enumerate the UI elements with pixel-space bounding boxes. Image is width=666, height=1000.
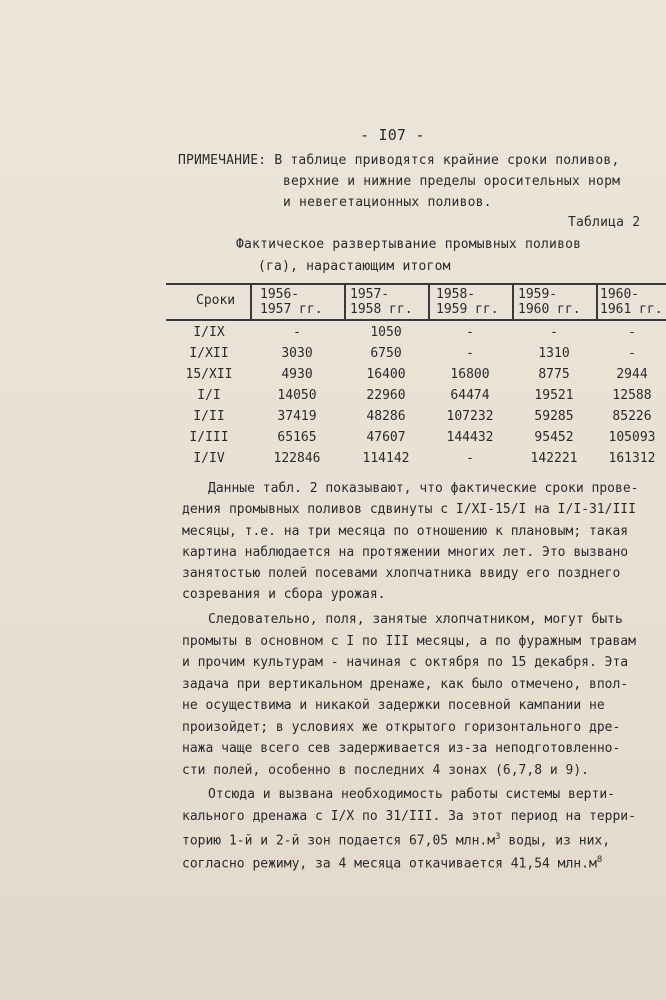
- table-cell: 16800: [450, 367, 490, 382]
- table-cell: 12588: [612, 388, 652, 403]
- table-column-divider: [596, 283, 598, 319]
- table-column-divider: [250, 283, 252, 319]
- table-cell: 3030: [281, 346, 313, 361]
- page-number: - I07 -: [360, 126, 425, 144]
- table-cell: 2944: [616, 367, 648, 382]
- text-line: созревания и сбора урожая.: [182, 587, 386, 602]
- table-column-divider: [512, 283, 514, 319]
- table-cell: I/IX: [193, 325, 225, 340]
- table-cell: 6750: [370, 346, 402, 361]
- table-column-divider: [344, 283, 346, 319]
- text-line: картина наблюдается на протяжении многих лет. Это вызвано: [182, 545, 629, 560]
- text-line: промыты в основном с I по III месяцы, а по фуражным травам: [182, 634, 636, 649]
- table-cell: -: [293, 325, 301, 340]
- text-line: нажа чаще всего сев задерживается из-за неподготовленно-: [182, 741, 621, 756]
- table-cell: 37419: [277, 409, 317, 424]
- text-line: [182, 832, 610, 848]
- text-fragment: согласно режиму, за 4 месяца откачивается 41,54 млн.м: [182, 856, 597, 872]
- header-years: 1960-: [600, 287, 640, 302]
- table-cell: 64474: [450, 388, 490, 403]
- table-cell: 15/XII: [185, 367, 233, 382]
- text-line: месяцы, т.е. на три месяца по отношению к плановым; такая: [182, 524, 629, 539]
- header-years-suffix: 1957 гг.: [260, 302, 323, 317]
- header-years: 1959-: [518, 287, 558, 302]
- table-header-cell: [600, 287, 663, 317]
- table-header-cell: [518, 287, 581, 317]
- table-cell: -: [466, 451, 474, 466]
- text-fragment: торию 1-й и 2-й зон подается 67,05 млн.м: [182, 833, 496, 849]
- table-header-cell: [436, 287, 499, 317]
- note-line-3: и невегетационных поливов.: [283, 195, 492, 210]
- table-header-cell: [260, 287, 323, 317]
- table-cell: 85226: [612, 409, 652, 424]
- text-line: Следовательно, поля, занятые хлопчатником, могут быть: [208, 612, 623, 627]
- text-line: Отсюда и вызвана необходимость работы системы верти-: [208, 787, 615, 802]
- table-header-rule: [166, 319, 666, 321]
- table-cell: 161312: [608, 451, 656, 466]
- text-line: занятостью полей посевами хлопчатника ввиду его позднего: [182, 566, 621, 581]
- header-years: 1957-: [350, 287, 390, 302]
- table-cell: 122846: [273, 451, 321, 466]
- table-cell: 59285: [534, 409, 574, 424]
- header-years: 1956-: [260, 287, 300, 302]
- table-cell: 1310: [538, 346, 570, 361]
- header-years-suffix: 1959 гг.: [436, 302, 499, 317]
- table-cell: -: [628, 346, 636, 361]
- text-line: не осуществима и никакой задержки посевной кампании не: [182, 698, 605, 713]
- table-cell: I/II: [193, 409, 225, 424]
- table-cell: 142221: [530, 451, 578, 466]
- table-cell: 48286: [366, 409, 406, 424]
- table-cell: I/III: [189, 430, 229, 445]
- text-line: [182, 855, 602, 871]
- text-line: Данные табл. 2 показывают, что фактические сроки прове-: [208, 481, 639, 496]
- table-cell: 8775: [538, 367, 570, 382]
- superscript: 3: [495, 832, 501, 842]
- text-line: сти полей, особенно в последних 4 зонах (6,7,8 и 9).: [182, 763, 589, 778]
- table-cell: 144432: [446, 430, 494, 445]
- table-cell: 14050: [277, 388, 317, 403]
- header-years: 1958-: [436, 287, 476, 302]
- text-line: произойдет; в условиях же открытого горизонтального дре-: [182, 720, 621, 735]
- text-line: дения промывных поливов сдвинуты с I/XI-15/I на I/I-31/III: [182, 502, 636, 517]
- table-header-cell: [350, 287, 413, 317]
- text-fragment: воды, из них,: [500, 833, 611, 849]
- table-top-rule: [166, 283, 666, 285]
- table-cell: I/IV: [193, 451, 225, 466]
- table-column-divider: [428, 283, 430, 319]
- table-cell: 1050: [370, 325, 402, 340]
- table-cell: I/XII: [189, 346, 229, 361]
- header-years-suffix: 1960 гг.: [518, 302, 581, 317]
- header-years-suffix: 1958 гг.: [350, 302, 413, 317]
- table-header-cell: Сроки: [196, 293, 236, 308]
- table-cell: 47607: [366, 430, 406, 445]
- table-caption-line-2: (га), нарастающим итогом: [258, 259, 451, 274]
- note-line-1: ПРИМЕЧАНИЕ: В таблице приводятся крайние сроки поливов,: [178, 153, 620, 168]
- table-caption-line-1: Фактическое развертывание промывных поливов: [236, 237, 582, 252]
- table-cell: 22960: [366, 388, 406, 403]
- superscript: 8: [596, 855, 603, 865]
- table-label: Таблица 2: [568, 215, 641, 230]
- text-line: задача при вертикальном дренаже, как было отмечено, впол-: [182, 677, 629, 692]
- table-cell: 19521: [534, 388, 574, 403]
- table-cell: 114142: [362, 451, 410, 466]
- irrigation-table: [166, 283, 666, 466]
- text-line: и прочим культурам - начиная с октября по 15 декабря. Эта: [182, 655, 629, 670]
- table-cell: 95452: [534, 430, 574, 445]
- table-cell: 105093: [608, 430, 656, 445]
- table-cell: 16400: [366, 367, 406, 382]
- table-cell: 107232: [446, 409, 494, 424]
- header-years-suffix: 1961 гг.: [600, 302, 663, 317]
- note-line-2: верхние и нижние пределы оросительных норм: [283, 174, 621, 189]
- table-cell: -: [628, 325, 636, 340]
- table-cell: 4930: [281, 367, 313, 382]
- table-cell: I/I: [197, 388, 221, 403]
- table-cell: -: [466, 325, 474, 340]
- table-cell: -: [466, 346, 474, 361]
- table-cell: 65165: [277, 430, 317, 445]
- text-line: кального дренажа с I/X по 31/III. За этот период на терри-: [182, 809, 636, 824]
- table-cell: -: [550, 325, 558, 340]
